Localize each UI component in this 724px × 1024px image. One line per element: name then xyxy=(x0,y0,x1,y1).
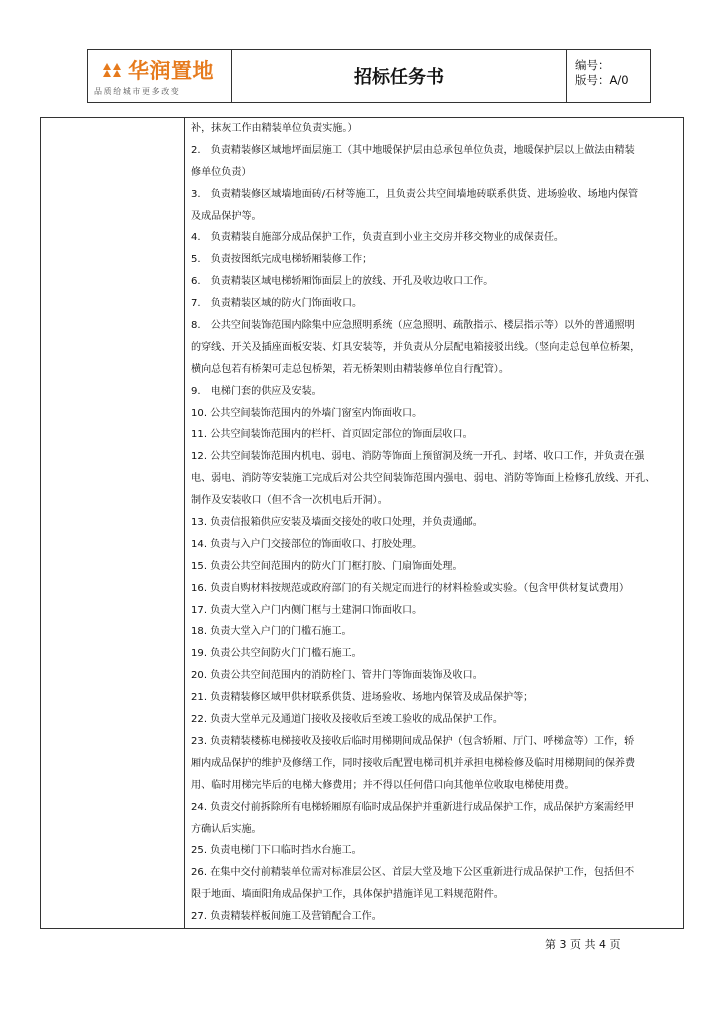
text-line: 5. 负责按图纸完成电梯轿厢装修工作； xyxy=(191,254,373,266)
text-line: 厢内成品保护的维护及修缮工作，同时接收后配置电梯司机并承担电梯检修及临时用梯期间的保养费 xyxy=(191,757,636,769)
text-line: 及成品保护等。 xyxy=(191,210,262,222)
version-label: 版号：A/0 xyxy=(575,73,629,87)
content-table xyxy=(40,117,684,929)
text-line: 25. 负责电梯门下口临时挡水台施工。 xyxy=(191,845,362,857)
logo-emblem-icon xyxy=(101,59,123,81)
text-line: 14. 负责与入户门交接部位的饰面收口、打胶处理。 xyxy=(191,538,423,550)
scope-list xyxy=(191,118,679,929)
text-line: 10. 公共空间装饰范围内的外墙门窗室内饰面收口。 xyxy=(191,407,423,419)
text-line: 横向总包若有桥架可走总包桥架，若无桥架则由精装修单位自行配管）。 xyxy=(191,363,509,375)
text-line: 13. 负责信报箱供应安装及墙面交接处的收口处理，并负责通邮。 xyxy=(191,517,483,529)
text-line: 20. 负责公共空间范围内的消防栓门、管井门等饰面装饰及收口。 xyxy=(191,670,483,682)
text-line: 19. 负责公共空间防火门门槛石施工。 xyxy=(191,648,362,660)
text-line: 限于地面、墙面阳角成品保护工作，具体保护措施详见工料规范附件。 xyxy=(191,889,504,901)
text-line: 修单位负责） xyxy=(191,166,252,178)
text-line: 16. 负责自购材料按规范或政府部门的有关规定而进行的材料检验或实验。（包含甲供材复试费用） xyxy=(191,582,630,594)
company-logo xyxy=(88,50,232,102)
text-line: 2. 负责精装修区域地坪面层施工（其中地暖保护层由总承包单位负责，地暖保护层以上做法由精装 xyxy=(191,144,635,156)
text-line: 12. 公共空间装饰范围内机电、弱电、消防等饰面上预留洞及统一开孔、封堵、收口工作，并负责在强 xyxy=(191,451,645,463)
text-line: 27. 负责精装样板间施工及营销配合工作。 xyxy=(191,911,382,923)
text-line: 21. 负责精装修区域甲供材联系供货、进场验收、场地内保管及成品保护等； xyxy=(191,692,534,704)
text-line: 24. 负责交付前拆除所有电梯轿厢原有临时成品保护并重新进行成品保护工作，成品保护方案需经甲 xyxy=(191,801,635,813)
text-line: 补，抹灰工作由精装单位负责实施。） xyxy=(191,123,358,134)
text-line: 7. 负责精装区域的防火门饰面收口。 xyxy=(191,298,363,310)
text-line: 方确认后实施。 xyxy=(191,823,262,835)
text-line: 18. 负责大堂入户门的门槛石施工。 xyxy=(191,626,352,638)
label-column xyxy=(41,118,185,928)
text-line: 用、临时用梯完毕后的电梯大修费用；并不得以任何借口向其他单位收取电梯使用费。 xyxy=(191,779,575,791)
text-line: 3. 负责精装修区域墙地面砖/石材等施工，且负责公共空间墙地砖联系供货、进场验收、场地内保管 xyxy=(191,188,639,200)
text-line: 9. 电梯门套的供应及安装。 xyxy=(191,385,322,397)
text-line: 8. 公共空间装饰范围内除集中应急照明系统（应急照明、疏散指示、楼层指示等）以外的普通照明 xyxy=(191,320,635,332)
text-line: 电、弱电、消防等安装施工完成后对公共空间装饰范围内强电、弱电、消防等饰面上检修孔放线、开孔、 xyxy=(191,473,656,485)
text-line: 4. 负责精装自施部分成品保护工作，负责直到小业主交房并移交物业的成保责任。 xyxy=(191,232,565,244)
text-line: 17. 负责大堂入户门内侧门框与土建洞口饰面收口。 xyxy=(191,604,423,616)
text-line: 23. 负责精装楼栋电梯接收及接收后临时用梯期间成品保护（包含轿厢、厅门、呼梯盒等）工作，轿 xyxy=(191,735,635,747)
document-header xyxy=(87,49,651,103)
text-line: 22. 负责大堂单元及通道门接收及接收后至竣工验收的成品保护工作。 xyxy=(191,714,503,726)
text-line: 的穿线、开关及插座面板安装、灯具安装等，并负责从分层配电箱接驳出线。（竖向走总包单位桥架， xyxy=(191,341,641,353)
text-line: 6. 负责精装区域电梯轿厢饰面层上的放线、开孔及收边收口工作。 xyxy=(191,276,494,288)
document-title: 招标任务书 xyxy=(232,50,567,102)
text-line xyxy=(191,928,679,929)
logo-name: 华润置地 xyxy=(128,59,214,83)
logo-slogan: 品质给城市更多改变 xyxy=(94,87,181,96)
text-line: 11. 公共空间装饰范围内的栏杆、首页固定部位的饰面层收口。 xyxy=(191,429,473,441)
text-line: 15. 负责公共空间范围内的防火门门框打胶、门扇饰面处理。 xyxy=(191,560,463,572)
text-line: 制作及安装收口（但不含一次机电后开洞）。 xyxy=(191,495,388,507)
text-line: 26. 在集中交付前精装单位需对标准层公区、首层大堂及地下公区重新进行成品保护工作，包括但不 xyxy=(191,867,635,879)
page-number: 第 3 页 共 4 页 xyxy=(545,938,621,951)
document-info xyxy=(567,50,650,102)
number-label: 编号： xyxy=(575,58,610,72)
